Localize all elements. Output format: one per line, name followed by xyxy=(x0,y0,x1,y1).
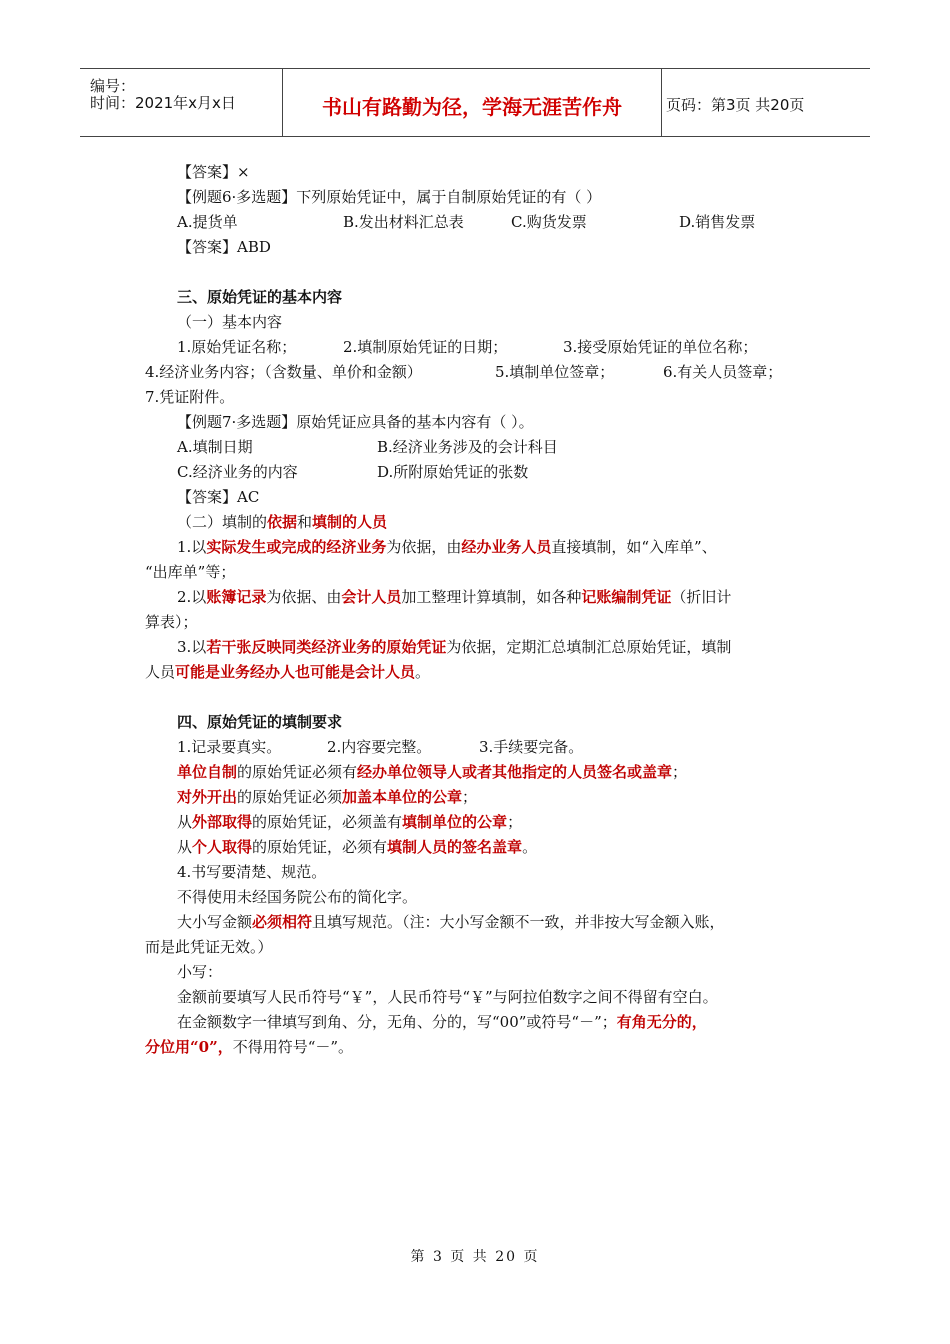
list-item: 4.经济业务内容；（含数量、单价和金额） xyxy=(145,363,422,381)
rule-line xyxy=(145,910,805,935)
subsection-2-heading xyxy=(145,510,805,535)
highlight: 会计人员 xyxy=(341,588,402,606)
option: B.发出材料汇总表 xyxy=(343,213,464,231)
text-segment: 直接填制，如“入库单”、 xyxy=(551,538,717,556)
paragraph xyxy=(145,535,805,560)
option: C.购货发票 xyxy=(511,213,587,231)
highlight: 对外开出 xyxy=(177,788,238,806)
text-segment: ； xyxy=(672,763,688,781)
text-segment: （折旧计 xyxy=(671,588,732,606)
option: D.销售发票 xyxy=(679,213,756,231)
highlight: 实际发生或完成的经济业务 xyxy=(206,538,387,556)
highlight: 必须相符 xyxy=(252,913,313,931)
highlight: 可能是业务经办人也可能是会计人员 xyxy=(175,663,416,681)
paragraph xyxy=(145,585,805,610)
rule-line: 4.书写要清楚、规范。 xyxy=(177,863,327,881)
text-segment: 和 xyxy=(297,513,313,531)
question-7-options xyxy=(145,460,805,485)
question-6: 【例题6·多选题】下列原始凭证中，属于自制原始凭证的有（ ） xyxy=(177,188,602,206)
highlight: 账簿记录 xyxy=(206,588,267,606)
page-footer: 第 3 页 共 20 页 xyxy=(410,1249,540,1265)
text-segment: 。 xyxy=(522,838,538,856)
answer-6: 【答案】ABD xyxy=(177,238,271,256)
document-body xyxy=(145,160,805,1060)
paragraph-continuation: 算表）； xyxy=(145,613,198,631)
text-segment: 。 xyxy=(415,663,431,681)
list-item: 3.接受原始凭证的单位名称； xyxy=(563,338,758,356)
text-segment: 的原始凭证必须 xyxy=(237,788,343,806)
highlight: 记账编制凭证 xyxy=(581,588,672,606)
text-segment: 从 xyxy=(177,813,193,831)
header-info-cell xyxy=(80,69,283,136)
list-item: 5.填制单位签章； xyxy=(495,363,615,381)
text-segment: ； xyxy=(507,813,523,831)
answer-7: 【答案】AC xyxy=(177,488,260,506)
header-page-cell xyxy=(662,69,870,136)
text-segment: 且填写规范。（注：大小写金额不一致，并非按大写金额入账， xyxy=(312,913,725,931)
rule-line: 小写： xyxy=(177,963,223,981)
content-list-line xyxy=(145,335,805,360)
rule-line xyxy=(145,835,805,860)
paragraph-continuation xyxy=(145,1035,805,1060)
question-7: 【例题7·多选题】原始凭证应具备的基本内容有（ ）。 xyxy=(177,413,534,431)
option: A.提货单 xyxy=(177,213,238,231)
paragraph-continuation xyxy=(145,660,805,685)
text-segment: 人员 xyxy=(145,663,176,681)
option: C.经济业务的内容 xyxy=(177,463,298,481)
text-segment: 3.以 xyxy=(177,638,207,656)
text-segment: 的原始凭证，必须有 xyxy=(252,838,388,856)
text-segment: 大小写金额 xyxy=(177,913,253,931)
option: A.填制日期 xyxy=(177,438,253,456)
highlight: 外部取得 xyxy=(192,813,253,831)
rule-line xyxy=(145,810,805,835)
text-segment: 为依据、由 xyxy=(266,588,342,606)
content-list-line xyxy=(145,360,805,385)
list-item: 1.记录要真实。 xyxy=(177,738,282,756)
doc-time: 时间：2021年x月x日 xyxy=(90,94,236,112)
doc-code: 编号： xyxy=(90,77,136,95)
rule-line: 金额前要填写人民币符号“￥”，人民币符号“￥”与阿拉伯数字之间不得留有空白。 xyxy=(177,988,718,1006)
text-segment: 加工整理计算填制，如各种 xyxy=(401,588,582,606)
text-segment: ； xyxy=(462,788,478,806)
text-segment: 从 xyxy=(177,838,193,856)
question-7-options xyxy=(145,435,805,460)
text-segment: （二）填制的 xyxy=(177,513,268,531)
list-item: 3.手续要完备。 xyxy=(479,738,584,756)
text-segment: 在金额数字一律填写到角、分，无角、分的，写“00”或符号“－”； xyxy=(177,1013,617,1031)
requirements-line xyxy=(145,735,805,760)
text-segment: 为依据，定期汇总填制汇总原始凭证，填制 xyxy=(446,638,732,656)
text-segment: 不得用符号“－”。 xyxy=(232,1038,354,1056)
rule-line xyxy=(145,1010,805,1035)
paragraph xyxy=(145,635,805,660)
highlight: 单位自制 xyxy=(177,763,238,781)
header-motto-cell xyxy=(283,69,662,136)
option: D.所附原始凭证的张数 xyxy=(377,463,529,481)
text-segment: 为依据，由 xyxy=(386,538,462,556)
highlight: 个人取得 xyxy=(192,838,253,856)
highlight: 分位用“0”， xyxy=(145,1038,233,1056)
section-3-heading: 三、原始凭证的基本内容 xyxy=(177,288,343,306)
text-segment: 2.以 xyxy=(177,588,207,606)
paragraph-continuation: “出库单”等； xyxy=(145,563,236,581)
section-3-subheading: （一）基本内容 xyxy=(177,313,283,331)
highlight: 依据 xyxy=(267,513,298,531)
rule-line xyxy=(145,785,805,810)
highlight: 经办业务人员 xyxy=(461,538,552,556)
text-segment: 的原始凭证，必须盖有 xyxy=(252,813,403,831)
highlight: 填制单位的公章 xyxy=(402,813,508,831)
list-item: 7.凭证附件。 xyxy=(145,388,235,406)
text-segment: 1.以 xyxy=(177,538,207,556)
list-item: 2.填制原始凭证的日期； xyxy=(343,338,508,356)
paragraph-continuation: 而是此凭证无效。） xyxy=(145,938,273,956)
highlight: 若干张反映同类经济业务的原始凭证 xyxy=(206,638,447,656)
highlight: 填制的人员 xyxy=(312,513,388,531)
highlight: 有角无分的， xyxy=(616,1013,707,1031)
page-info: 页码：第3页 共20页 xyxy=(666,96,805,114)
list-item: 6.有关人员签章； xyxy=(663,363,783,381)
rule-line: 不得使用未经国务院公布的简化字。 xyxy=(177,888,418,906)
rule-line xyxy=(145,760,805,785)
answer-line: 【答案】× xyxy=(177,163,250,181)
highlight: 填制人员的签名盖章 xyxy=(387,838,523,856)
list-item: 1.原始凭证名称； xyxy=(177,338,297,356)
section-4-heading: 四、原始凭证的填制要求 xyxy=(177,713,343,731)
highlight: 加盖本单位的公章 xyxy=(342,788,463,806)
list-item: 2.内容要完整。 xyxy=(327,738,432,756)
question-6-options xyxy=(145,210,805,235)
page-header xyxy=(80,68,870,137)
option: B.经济业务涉及的会计科目 xyxy=(377,438,558,456)
text-segment: 的原始凭证必须有 xyxy=(237,763,358,781)
motto: 书山有路勤为径，学海无涯苦作舟 xyxy=(322,95,622,119)
highlight: 经办单位领导人或者其他指定的人员签名或盖章 xyxy=(357,763,673,781)
